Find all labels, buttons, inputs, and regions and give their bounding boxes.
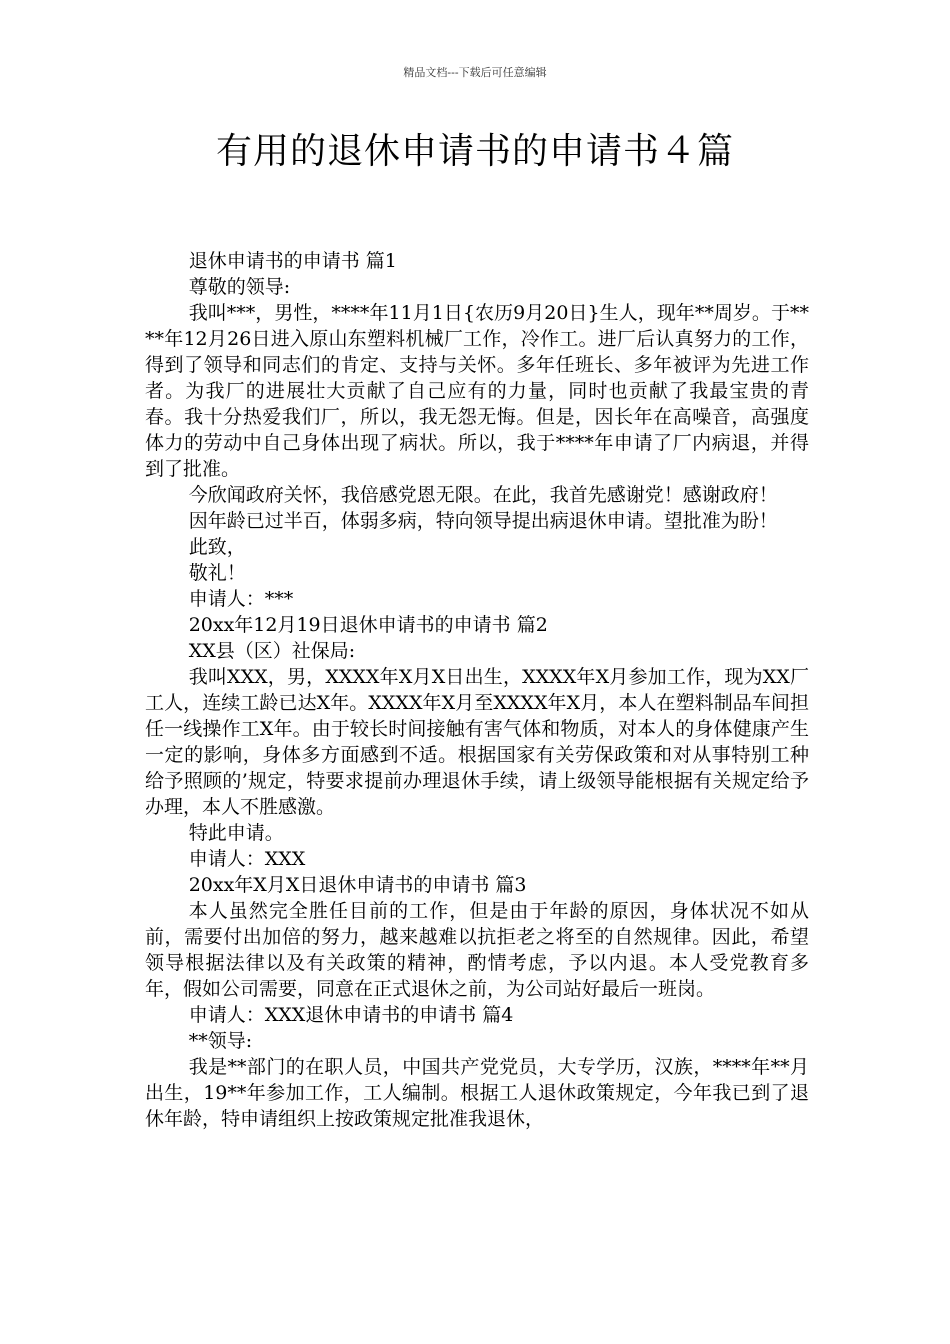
paragraph-9: 20xx年12月19日退休申请书的申请书 篇2	[188, 614, 548, 636]
page-header: 精品文档---下载后可任意编辑	[403, 66, 547, 79]
paragraph-17: **领导:	[188, 1030, 253, 1052]
document-body	[145, 248, 809, 1132]
paragraph-7: 敬礼！	[188, 562, 246, 584]
paragraph-15: 本人虽然完全胜任目前的工作，但是由于年龄的原因，身体状况不如从前，需要付出加倍的努力，越来越难以抗拒老之将至的自然规律。因此，希望领导根据法律以及有关政策的精神，酌情考虑，予以内退。本人受党教育多年，假如公司需要，同意在正式退休之前，为公司站好最后一班岗。	[145, 900, 809, 1000]
document-title: 有用的退休申请书的申请书４篇	[215, 131, 734, 172]
paragraph-1: 退休申请书的申请书 篇1	[188, 250, 397, 272]
paragraph-6: 此致，	[188, 536, 246, 558]
paragraph-8: 申请人：***	[188, 588, 294, 610]
paragraph-5: 因年龄已过半百，体弱多病，特向领导提出病退休申请。望批准为盼！	[188, 510, 778, 532]
paragraph-3: 我叫***，男性，****年11月1日{农历9月20日}生人，现年**周岁。于****年12月26日进入原山东塑料机械厂工作，冷作工。进厂后认真努力的工作，得到了领导和同志们的肯定、支持与关怀。多年任班长、多年被评为先进工作者。为我厂的进展壮大贡献了自己应有的力量，同时也贡献了我最宝贵的青春。我十分热爱我们厂，所以，我无怨无悔。但是，因长年在高噪音，高强度体力的劳动中自己身体出现了病状。所以，我于****年申请了厂内病退，并得到了批准。	[145, 302, 809, 480]
paragraph-14: 20xx年X月X日退休申请书的申请书 篇3	[188, 874, 527, 896]
paragraph-16: 申请人：XXX退休申请书的申请书 篇4	[188, 1004, 514, 1026]
paragraph-18: 我是**部门的在职人员，中国共产党党员，大专学历，汉族，****年**月出生，19**年参加工作，工人编制。根据工人退休政策规定，今年我已到了退休年龄，特申请组织上按政策规定批准我退休，	[145, 1056, 809, 1130]
paragraph-2: 尊敬的领导:	[188, 276, 291, 298]
paragraph-11: 我叫XXX，男，XXXX年X月X日出生，XXXX年X月参加工作，现为XX厂工人，连续工龄已达X年。XXXX年X月至XXXX年X月，本人在塑料制品车间担任一线操作工X年。由于较长时间接触有害气体和物质，对本人的身体健康产生一定的影响，身体多方面感到不适。根据国家有关劳保政策和对从事特别工种给予照顾的’规定，特要求提前办理退休手续，请上级领导能根据有关规定给予办理，本人不胜感激。	[145, 666, 809, 818]
paragraph-10: XX县（区）社保局:	[188, 640, 356, 662]
paragraph-13: 申请人：XXX	[188, 848, 306, 870]
paragraph-4: 今欣闻政府关怀，我倍感党恩无限。在此，我首先感谢党！感谢政府！	[188, 484, 778, 506]
paragraph-12: 特此申请。	[188, 822, 284, 844]
